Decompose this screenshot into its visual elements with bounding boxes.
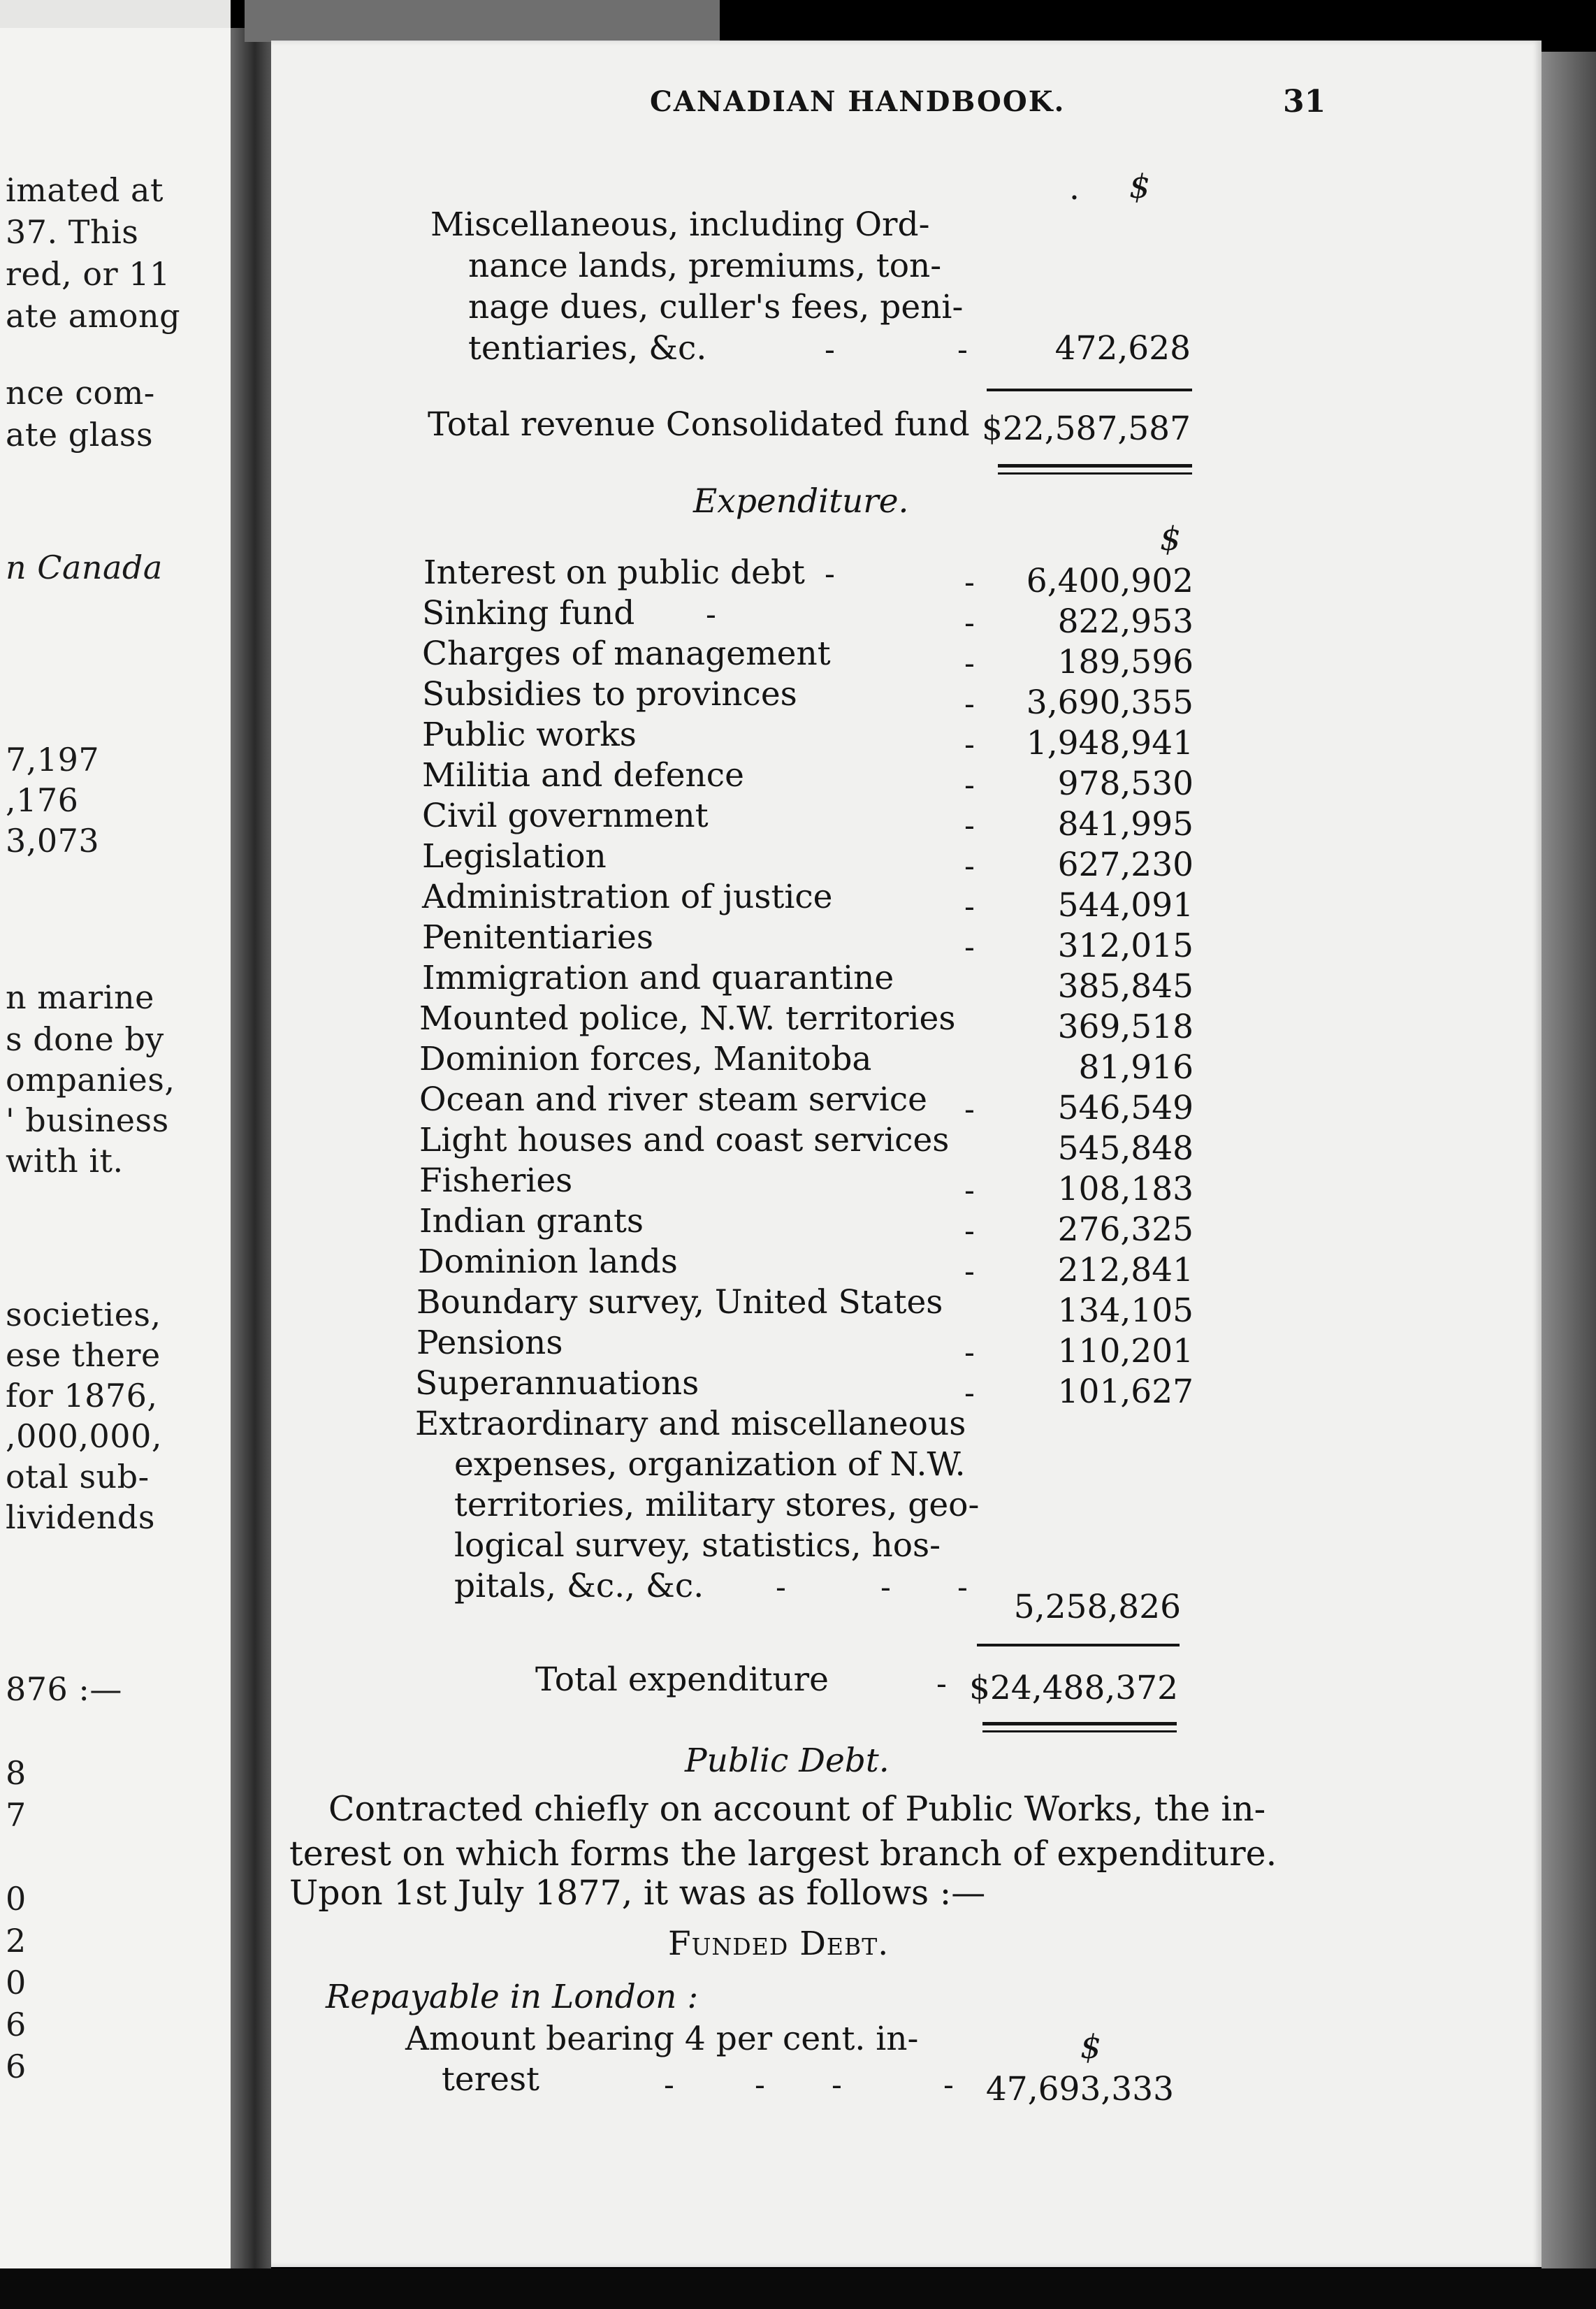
double-rule-top [998, 464, 1192, 468]
running-title: CANADIAN HANDBOOK. [650, 85, 1066, 118]
expenditure-label: Immigration and quarantine [422, 959, 894, 997]
expenditure-label: Legislation [422, 837, 607, 876]
left-page-line: 876 :— [6, 1670, 122, 1708]
expenditure-label: Indian grants [419, 1202, 644, 1240]
expenditure-value: 822,953 [1057, 602, 1194, 641]
expenditure-label: Mounted police, N.W. territories [419, 999, 956, 1038]
dollar-sign: $ [1129, 168, 1150, 206]
left-page-line: ese there [6, 1336, 161, 1374]
leader-dash: - [964, 565, 975, 600]
expenditure-extra-line: logical survey, statistics, hos- [454, 1526, 941, 1565]
expenditure-label: Dominion lands [418, 1243, 678, 1281]
leader-dash: - [964, 767, 975, 803]
leader-dash: - [964, 646, 975, 681]
left-page-line: n marine [6, 978, 154, 1016]
scan-bottom-border [0, 2268, 1596, 2309]
folded-page-top [245, 0, 720, 42]
left-page-line: ' business [6, 1101, 169, 1139]
leader-dash: - [964, 848, 975, 884]
expenditure-value: 385,845 [1057, 967, 1194, 1006]
expenditure-label: Sinking fund [422, 594, 635, 632]
double-rule-bottom [982, 1730, 1177, 1732]
amount-line: Amount bearing 4 per cent. in- [405, 2020, 919, 2058]
expenditure-value: 545,848 [1057, 1129, 1194, 1168]
leader-dash: - [776, 1570, 786, 1605]
public-debt-paragraph-line: Contracted chiefly on account of Public Works, the in- [328, 1789, 1266, 1829]
revenue-misc-line: Miscellaneous, including Ord- [430, 205, 930, 244]
expenditure-label: Civil government [422, 797, 709, 835]
leader-dash: - [825, 332, 835, 368]
left-page-line: otal sub- [6, 1458, 150, 1496]
page-number: 31 [1283, 84, 1326, 120]
left-page-line: 6 [6, 2006, 27, 2043]
expenditure-extra-value: 5,258,826 [1013, 1588, 1181, 1626]
expenditure-value: 6,400,902 [1026, 562, 1194, 600]
expenditure-extra-line: pitals, &c., &c. [454, 1567, 704, 1605]
left-page-line: ate among [6, 297, 181, 335]
leader-dash: - [964, 1375, 975, 1411]
expenditure-label: Superannuations [415, 1364, 699, 1403]
expenditure-label: Administration of justice [422, 878, 833, 916]
leader-dash: - [964, 1254, 975, 1289]
left-page-line: ,000,000, [6, 1417, 162, 1455]
left-page-line: ompanies, [6, 1061, 175, 1099]
left-page-line: for 1876, [6, 1377, 158, 1414]
sum-rule [987, 389, 1192, 391]
expenditure-value: 276,325 [1057, 1210, 1194, 1249]
expenditure-label: Subsidies to provinces [422, 675, 797, 714]
expenditure-label: Militia and defence [422, 756, 744, 795]
amount-line: terest [442, 2060, 539, 2099]
expenditure-value: 546,549 [1057, 1089, 1194, 1127]
book-gutter [231, 28, 271, 2309]
public-debt-paragraph-line: Upon 1st July 1877, it was as follows :— [289, 1873, 986, 1913]
expenditure-label: Dominion forces, Manitoba [419, 1040, 872, 1078]
public-debt-heading: Public Debt. [685, 1742, 890, 1780]
expenditure-value: 841,995 [1057, 805, 1194, 844]
expenditure-label: Boundary survey, United States [416, 1283, 943, 1322]
left-page-line: n Canada [6, 549, 163, 586]
left-facing-page [0, 28, 231, 2309]
leader-dash: - [964, 929, 975, 965]
expenditure-label: Public works [422, 716, 637, 754]
left-page-line: 3,073 [6, 822, 100, 860]
leader-dash: - [964, 727, 975, 762]
revenue-misc-line: nage dues, culler's fees, peni- [468, 288, 964, 326]
dollar-sign: $ [1080, 2028, 1101, 2066]
leader-dash: - [957, 1570, 968, 1605]
leader-dash: - [957, 332, 968, 368]
revenue-misc-line: nance lands, premiums, ton- [468, 247, 942, 285]
leader-dash: - [964, 605, 975, 641]
expenditure-value: 3,690,355 [1026, 683, 1194, 722]
left-page-line: ate glass [6, 416, 154, 454]
left-page-line: 8 [6, 1754, 27, 1792]
expenditure-value: 312,015 [1057, 927, 1194, 965]
amount-value: 47,693,333 [985, 2070, 1174, 2108]
left-page-line: nce com- [6, 374, 155, 412]
expenditure-value: 369,518 [1057, 1008, 1194, 1046]
left-page-line: 7,197 [6, 741, 100, 779]
leader-dash: - [943, 2067, 954, 2103]
revenue-misc-line: tentiaries, &c. [468, 329, 707, 368]
expenditure-value: 134,105 [1057, 1291, 1194, 1330]
expenditure-value: 108,183 [1057, 1170, 1194, 1208]
left-page-line: 2 [6, 1922, 27, 1960]
expenditure-label: Pensions [416, 1324, 563, 1362]
expenditure-value: 978,530 [1057, 765, 1194, 803]
expenditure-label: Penitentiaries [422, 918, 653, 957]
sum-rule [977, 1644, 1180, 1646]
left-page-top-edge [0, 0, 231, 28]
expenditure-label: Charges of management [422, 635, 831, 673]
repayable-heading: Repayable in London : [326, 1978, 699, 2016]
expenditure-value: 212,841 [1057, 1251, 1194, 1289]
left-page-line: ,176 [6, 781, 79, 819]
page-stack-edge [1541, 52, 1596, 2274]
expenditure-label: Light houses and coast services [419, 1121, 950, 1159]
leader-dash: - [964, 1173, 975, 1208]
leader-dash: - [964, 1213, 975, 1249]
double-rule-bottom [998, 472, 1192, 475]
left-page-line: societies, [6, 1296, 161, 1333]
leader-dash: - [832, 2067, 842, 2103]
revenue-misc-value: 472,628 [1054, 329, 1191, 368]
leader-dash: - [964, 808, 975, 844]
left-page-line: 6 [6, 2048, 27, 2085]
expenditure-value: 110,201 [1057, 1332, 1194, 1370]
leader-dash: - [964, 1092, 975, 1127]
expenditure-label: Ocean and river steam service [419, 1080, 927, 1119]
leader-dash: - [964, 889, 975, 925]
leader-dash: - [825, 556, 835, 592]
left-page-line: 7 [6, 1796, 27, 1834]
leader-dash: - [664, 2067, 674, 2103]
public-debt-paragraph-line: terest on which forms the largest branch of expenditure. [289, 1834, 1277, 1874]
expenditure-value: 189,596 [1057, 643, 1194, 681]
double-rule-top [982, 1722, 1177, 1725]
expenditure-extra-line: expenses, organization of N.W. [454, 1445, 966, 1484]
expenditure-total-value: $24,488,372 [969, 1669, 1178, 1707]
revenue-total-label: Total revenue Consolidated fund [428, 405, 970, 444]
leader-dash: - [964, 1335, 975, 1370]
expenditure-extra-line: territories, military stores, geo- [454, 1486, 980, 1524]
revenue-total-value: $22,587,587 [981, 410, 1191, 448]
expenditure-value: 1,948,941 [1026, 724, 1194, 762]
expenditure-label: Interest on public debt [423, 553, 805, 592]
left-page-line: 0 [6, 1964, 27, 2002]
left-page-line: 37. This [6, 213, 139, 251]
left-page-line: imated at [6, 171, 164, 209]
expenditure-value: 101,627 [1057, 1373, 1194, 1411]
left-page-line: lividends [6, 1498, 155, 1536]
leader-dash: - [706, 597, 716, 632]
left-page-line: with it. [6, 1142, 124, 1180]
expenditure-extra-line: Extraordinary and miscellaneous [415, 1405, 966, 1443]
funded-debt-heading: Funded Debt. [668, 1925, 890, 1963]
left-page-line: 0 [6, 1880, 27, 1918]
leader-dash: - [880, 1570, 891, 1605]
expenditure-value: 81,916 [1078, 1048, 1194, 1087]
expenditure-total-label: Total expenditure [535, 1660, 829, 1699]
expenditure-heading: Expenditure. [693, 482, 909, 521]
dot-mark: . [1069, 169, 1080, 208]
expenditure-label: Fisheries [419, 1161, 573, 1200]
leader-dash: - [964, 686, 975, 722]
leader-dash: - [936, 1666, 947, 1702]
expenditure-value: 627,230 [1057, 846, 1194, 884]
dollar-sign: $ [1160, 520, 1181, 558]
leader-dash: - [755, 2067, 765, 2103]
left-page-line: red, or 11 [6, 255, 171, 293]
expenditure-value: 544,091 [1057, 886, 1194, 925]
left-page-line: s done by [6, 1020, 164, 1058]
